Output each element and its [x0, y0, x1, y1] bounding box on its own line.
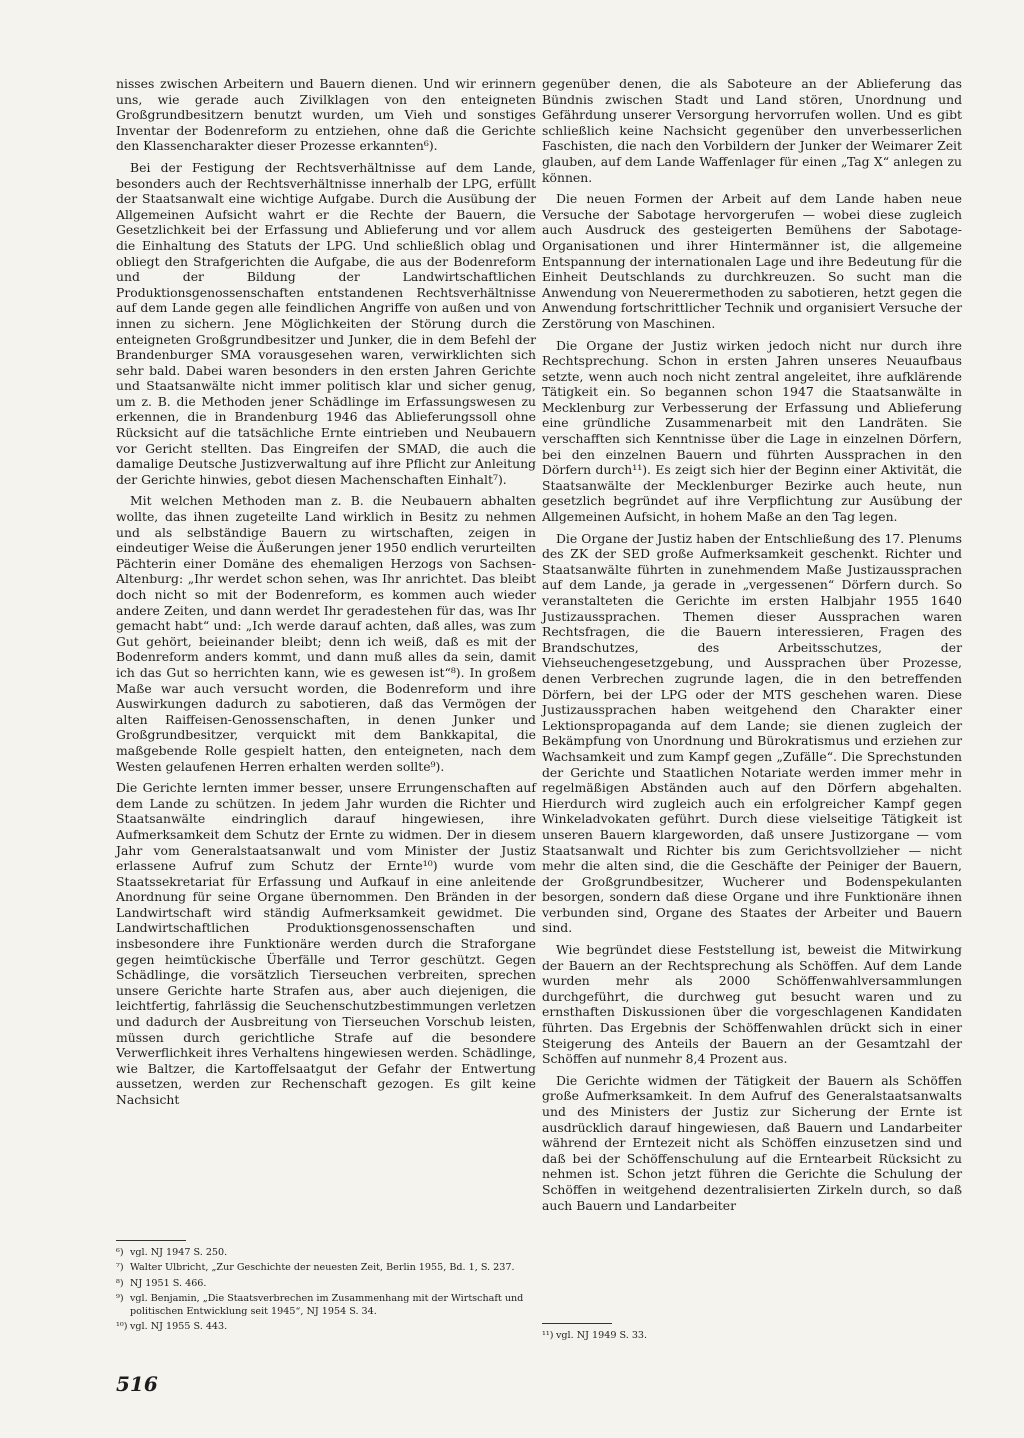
footnote-divider — [542, 1323, 612, 1324]
footnote — [116, 1262, 536, 1274]
footnote-number: ¹⁰) — [116, 1321, 128, 1333]
page-number: 516 — [116, 1372, 158, 1396]
footnote-number: ⁸) — [116, 1277, 124, 1289]
footnote-number: ⁷) — [116, 1262, 124, 1274]
paragraph: Die Organe der Justiz haben der Entschließung des 17. Plenums des ZK der SED große Aufmerksamkeit geschenkt. Richter und Staatsanwälte führten in zunehmendem Maße Justizaussprachen auf dem Lande, ja gerade in „vergessenen“ Dörfern durch. So veranstalteten die Gerichte im ersten Halbjahr 1955 1640 Justizaussprachen. Themen dieser Aussprachen waren Rechtsfragen, die die Bauern interessieren, Fragen des Brandschutzes, des Arbeitsschutzes, der Viehseuchengesetzgebung, und Aussprachen über Prozesse, denen Verbrechen zugrunde lagen, die in den betreffenden Dörfern, bei der LPG oder der MTS geschehen waren. Diese Justizaussprachen haben weitgehend den Charakter einer Lektionspropaganda auf dem Lande; sie dienen zugleich der Bekämpfung von Unordnung und Bürokratismus und erziehen zur Wachsamkeit und zum Kampf gegen „Zufälle“. Die Sprechstunden der Gerichte und Staatlichen Notariate werden immer mehr in regelmäßigen Abständen auch auf den Dörfern abgehalten. Hierdurch wird zugleich auch ein erfolgreicher Kampf gegen Winkeladvokaten geführt. Durch diese vielseitige Tätigkeit ist unseren Bauern klargeworden, daß unsere Justizorgane — vom Staatsanwalt und Richter bis zum Gerichtsvollzieher — nicht mehr die alten sind, die die Geschäfte der Peiniger der Bauern, der Großgrundbesitzer, Wucherer und Bodenspekulanten besorgen, sondern daß diese Organe und ihre Funktionäre ihnen verbunden sind, Organe des Staates der Arbeiter und Bauern sind. — [542, 530, 962, 936]
footnote-divider — [116, 1240, 186, 1241]
footnote-number: ⁹) — [116, 1293, 124, 1305]
paragraph: Bei der Festigung der Rechtsverhältnisse auf dem Lande, besonders auch der Rechtsverhältnisse innerhalb der LPG, erfüllt der Staatsanwalt eine wichtige Aufgabe. Durch die Ausübung der Allgemeinen Aufsicht wahrt er die Rechte der Bauern, die Gesetzlichkeit bei der Erfassung und Ablieferung und vor allem die Einhaltung des Statuts der LPG. Und schließlich oblag und obliegt den Strafgerichten die Aufgabe, die aus der Bodenreform und der Bildung der Landwirtschaftlichen Produktionsgenossenschaften entstandenen Rechtsverhältnisse auf dem Lande gegen alle feindlichen Angriffe von außen und von innen zu sichern. Jene Möglichkeiten der Störung durch die enteigneten Großgrundbesitzer und Junker, die in dem Befehl der Brandenburger SMA vorausgesehen waren, verwirklichten sich sehr bald. Dabei waren besonders in den ersten Jahren Gerichte und Staatsanwälte nicht immer politisch klar und sicher genug, um z. B. die Methoden jener Schädlinge im Erfassungswesen zu erkennen, die in Brandenburg 1946 das Ablieferungssoll ohne Rücksicht auf die tatsächliche Ernte eintrieben und Neubauern vor Gericht stellten. Das Eingreifen der SMAD, die auch die damalige Deutsche Justizverwaltung auf ihre Pflicht zur Anleitung der Gerichte hinwies, gebot diesen Machenschaften Einhalt⁷). — [116, 159, 536, 487]
paragraph: nisses zwischen Arbeitern und Bauern dienen. Und wir erinnern uns, wie gerade auch Zivilklagen von den enteigneten Großgrundbesitzern benutzt wurden, um Vieh und sonstiges Inventar der Bodenreform zu entziehen, ohne daß die Gerichte den Klassencharakter dieser Prozesse erkannten⁶). — [116, 76, 536, 154]
left-text-column — [116, 76, 536, 1114]
paragraph: gegenüber denen, die als Saboteure an der Ablieferung das Bündnis zwischen Stadt und Land stören, Unordnung und Gefährdung unserer Versorgung hervorrufen wollen. Und es gibt schließlich keine Nachsicht gegenüber den unverbesserlichen Faschisten, die nach den Vorbildern der Junker der Weimarer Zeit glauben, auf dem Lande Waffenlager für einen „Tag X“ anlegen zu können. — [542, 76, 962, 185]
paragraph: Die neuen Formen der Arbeit auf dem Lande haben neue Versuche der Sabotage hervorgerufen — wobei diese zugleich auch Ausdruck des gesteigerten Bemühens der Sabotage-Organisationen und ihrer Hintermänner ist, die allgemeine Entspannung der internationalen Lage und ihre Bedeutung für die Einheit Deutschlands zu durchkreuzen. So sucht man die Anwendung von Neuerermethoden zu sabotieren, hetzt gegen die Anwendung fortschrittlicher Technik und organisiert Versuche der Zerstörung von Maschinen. — [542, 191, 962, 331]
footnote — [116, 1293, 536, 1318]
footnote-text: vgl. NJ 1947 S. 250. — [130, 1247, 228, 1258]
footnote-number: ¹¹) — [542, 1330, 554, 1341]
paragraph: Mit welchen Methoden man z. B. die Neubauern abhalten wollte, das ihnen zugeteilte Land wirklich in Besitz zu nehmen und als selbständige Bauern zu wirtschaften, zeigen in eindeutiger Weise die Äußerungen jener 1950 endlich verurteilten Pächterin einer Domäne des ehemaligen Herzogs von Sachsen-Altenburg: „Ihr werdet schon sehen, was Ihr anrichtet. Das bleibt doch nicht so mit der Bodenreform, es kommen auch wieder andere Zeiten, und dann werdet Ihr geradestehen für das, was Ihr gemacht habt“ und: „Ich werde darauf achten, daß alles, was zum Gut gehört, beieinander bleibt; denn ich weiß, daß es mit der Bodenreform anders kommt, und dann muß alles da sein, damit ich das Gut so herrichten kann, wie es gewesen ist“⁸). In großem Maße war auch versucht worden, die Bodenreform und ihre Auswirkungen dadurch zu sabotieren, daß das Vermögen der alten Raiffeisen-Genossenschaften, in denen Junker und Großgrundbesitzer, verquickt mit dem Bankkapital, die maßgebende Rolle gespielt hatten, den enteigneten, nach dem Westen gelaufenen Herren erhalten werden sollte⁹). — [116, 493, 536, 774]
footnote — [116, 1321, 536, 1333]
footnote — [116, 1247, 536, 1259]
footnotes-right — [542, 1323, 962, 1345]
footnote-text: vgl. NJ 1955 S. 443. — [130, 1321, 228, 1333]
footnote — [116, 1278, 536, 1290]
footnote-text: NJ 1951 S. 466. — [130, 1277, 207, 1289]
paragraph: Wie begründet diese Feststellung ist, beweist die Mitwirkung der Bauern an der Rechtsprechung als Schöffen. Auf dem Lande wurden mehr als 2000 Schöffenwahlversammlungen durchgeführt, die durchweg gut besucht waren und zu ernsthaften Diskussionen über die vorgeschlagenen Kandidaten führten. Das Ergebnis der Schöffenwahlen drückt sich in einer Steigerung des Anteils der Bauern an der Gesamtzahl der Schöffen auf nunmehr 8,4 Prozent aus. — [542, 942, 962, 1067]
footnote — [542, 1330, 962, 1342]
footnote-text: Walter Ulbricht, „Zur Geschichte der neuesten Zeit, Berlin 1955, Bd. 1, S. 237. — [130, 1262, 515, 1274]
paragraph: Die Gerichte widmen der Tätigkeit der Bauern als Schöffen große Aufmerksamkeit. In dem Aufruf des Generalstaatsanwalts und des Ministers der Justiz zur Sicherung der Ernte ist ausdrücklich darauf hingewiesen, daß Bauern und Landarbeiter während der Erntezeit nicht als Schöffen einzusetzen sind und daß bei der Schöffenschulung auf die Erntearbeit Rücksicht zu nehmen ist. Schon jetzt führen die Gerichte die Schulung der Schöffen in weitgehend dezentralisierten Zirkeln durch, so daß auch Bauern und Landarbeiter — [542, 1072, 962, 1213]
footnote-text: vgl. Benjamin, „Die Staatsverbrechen im Zusammenhang mit der Wirtschaft und politischen Entwicklung seit 1945“, NJ 1954 S. 34. — [130, 1293, 524, 1317]
footnotes-left — [116, 1240, 536, 1336]
paragraph: Die Gerichte lernten immer besser, unsere Errungenschaften auf dem Lande zu schützen. In jedem Jahr wurden die Richter und Staatsanwälte eindringlich darauf hingewiesen, ihre Aufmerksamkeit dem Schutz der Ernte zu widmen. Der in diesem Jahr vom Generalstaatsanwalt und vom Minister der Justiz erlassene Aufruf zum Schutz der Ernte¹⁰) wurde vom Staatssekretariat für Erfassung und Aufkauf in eine anleitende Anordnung für seine Organe übernommen. Den Bränden in der Landwirtschaft wird ständig Aufmerksamkeit gewidmet. Die Landwirtschaftlichen Produktionsgenossenschaften und insbesondere ihre Funktionäre werden durch die Straforgane gegen heimtückische Überfälle und Terror geschützt. Gegen Schädlinge, die vorsätzlich Tierseuchen verbreiten, sprechen unsere Gerichte harte Strafen aus, aber auch diejenigen, die leichtfertig, fahrlässig die Seuchenschutzbestimmungen verletzen und dadurch der Ausbreitung von Tierseuchen Vorschub leisten, müssen durch gerichtliche Strafe auf die besondere Verwerflichkeit ihres Verhaltens hingewiesen werden. Schädlinge, wie Baltzer, die Kartoffelsaatgut der Gefahr der Entwertung aussetzen, werden zur Rechenschaft gezogen. Es gilt keine Nachsicht — [116, 780, 536, 1107]
paragraph: Die Organe der Justiz wirken jedoch nicht nur durch ihre Rechtsprechung. Schon in ersten Jahren unseres Neuaufbaus setzte, wenn auch noch nicht zentral angeleitet, ihre aufklärende Tätigkeit ein. So begannen schon 1947 die Staatsanwälte in Mecklenburg zur Verbesserung der Erfassung und Ablieferung eine gründliche Zusammenarbeit mit den Landräten. Sie verschafften sich Kenntnisse über die Lage in einzelnen Dörfern, bei den einzelnen Bauern und führten Aussprachen in den Dörfern durch¹¹). Es zeigt sich hier der Beginn einer Aktivität, die Staatsanwälte der Mecklenburger Bezirke auch heute, nun gesetzlich begründet auf ihre Verpflichtung zur Ausübung der Allgemeinen Aufsicht, in hohem Maße an den Tag legen. — [542, 337, 962, 525]
right-text-column — [542, 76, 962, 1219]
footnote-number: ⁶) — [116, 1247, 124, 1258]
footnote-text: vgl. NJ 1949 S. 33. — [556, 1330, 648, 1341]
